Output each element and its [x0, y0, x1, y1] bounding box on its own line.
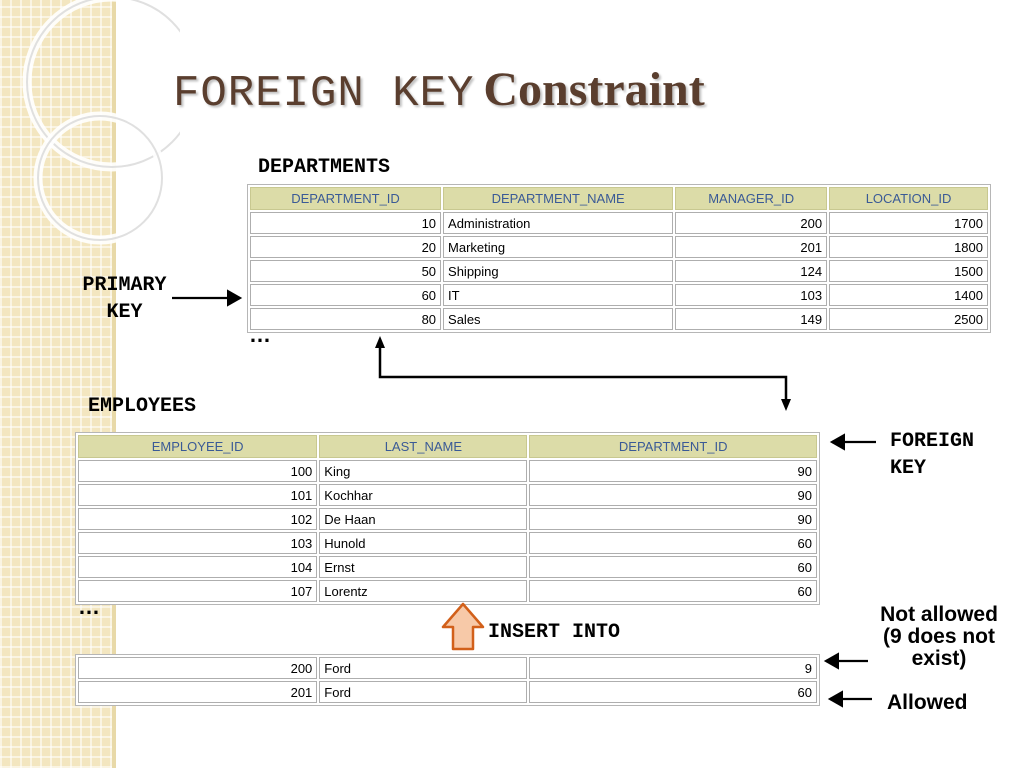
insert-cell: 9 [529, 657, 817, 679]
insert-cell: 60 [529, 681, 817, 703]
slide-title-code: FOREIGN KEY [173, 69, 475, 119]
insert-cell: Ford [319, 657, 527, 679]
employees-cell: 90 [529, 508, 817, 530]
departments-cell: 10 [250, 212, 441, 234]
reference-arrowhead-down [781, 399, 791, 411]
employees-cell: 100 [78, 460, 317, 482]
departments-cell: Marketing [443, 236, 673, 258]
departments-column-header: LOCATION_ID [829, 187, 988, 210]
employees-cell: Lorentz [319, 580, 527, 602]
departments-cell: 1500 [829, 260, 988, 282]
departments-cell: 1800 [829, 236, 988, 258]
departments-cell: Shipping [443, 260, 673, 282]
departments-cell: IT [443, 284, 673, 306]
departments-cell: 124 [675, 260, 827, 282]
departments-cell: 103 [675, 284, 827, 306]
departments-cell: 2500 [829, 308, 988, 330]
not-allowed-line3: exist) [911, 647, 967, 670]
insert-cell: 200 [78, 657, 317, 679]
reference-connector [380, 345, 786, 402]
employees-column-header: LAST_NAME [319, 435, 527, 458]
departments-cell: 201 [675, 236, 827, 258]
departments-cell: 1700 [829, 212, 988, 234]
insert-up-arrow-icon [443, 604, 483, 649]
departments-cell: 149 [675, 308, 827, 330]
employees-cell: Ernst [319, 556, 527, 578]
employees-cell: 103 [78, 532, 317, 554]
not-allowed-line1: Not allowed [880, 603, 998, 626]
allowed-note: Allowed [887, 691, 968, 714]
departments-cell: 20 [250, 236, 441, 258]
foreign-key-line1: FOREIGN [890, 430, 975, 453]
insert-cell: 201 [78, 681, 317, 703]
insert-into-label: INSERT INTO [488, 621, 621, 644]
departments-cell: Sales [443, 308, 673, 330]
employees-cell: 90 [529, 460, 817, 482]
employees-cell: 104 [78, 556, 317, 578]
employees-label: EMPLOYEES [88, 395, 197, 418]
slide-title-text: Constraint [483, 63, 705, 116]
not-allowed-line2: (9 does not [882, 625, 995, 648]
employees-cell: King [319, 460, 527, 482]
departments-column-header: MANAGER_ID [675, 187, 827, 210]
departments-ellipsis: … [249, 322, 271, 347]
departments-column-header: DEPARTMENT_NAME [443, 187, 673, 210]
employees-cell: 60 [529, 556, 817, 578]
employees-cell: 101 [78, 484, 317, 506]
departments-column-header: DEPARTMENT_ID [250, 187, 441, 210]
departments-cell: Administration [443, 212, 673, 234]
departments-cell: 200 [675, 212, 827, 234]
employees-cell: 107 [78, 580, 317, 602]
employees-cell: Kochhar [319, 484, 527, 506]
departments-cell: 1400 [829, 284, 988, 306]
insert-cell: Ford [319, 681, 527, 703]
employees-cell: 60 [529, 580, 817, 602]
employees-cell: 102 [78, 508, 317, 530]
departments-cell: 80 [250, 308, 441, 330]
primary-key-line2: KEY [106, 301, 143, 324]
employees-ellipsis: … [78, 594, 100, 619]
employees-cell: 60 [529, 532, 817, 554]
employees-column-header: DEPARTMENT_ID [529, 435, 817, 458]
employees-cell: Hunold [319, 532, 527, 554]
employees-cell: De Haan [319, 508, 527, 530]
foreign-key-line2: KEY [890, 457, 927, 480]
employees-cell: 90 [529, 484, 817, 506]
reference-arrowhead-up [375, 336, 385, 348]
departments-label: DEPARTMENTS [258, 156, 391, 179]
primary-key-line1: PRIMARY [82, 274, 167, 297]
departments-cell: 60 [250, 284, 441, 306]
employees-column-header: EMPLOYEE_ID [78, 435, 317, 458]
departments-cell: 50 [250, 260, 441, 282]
